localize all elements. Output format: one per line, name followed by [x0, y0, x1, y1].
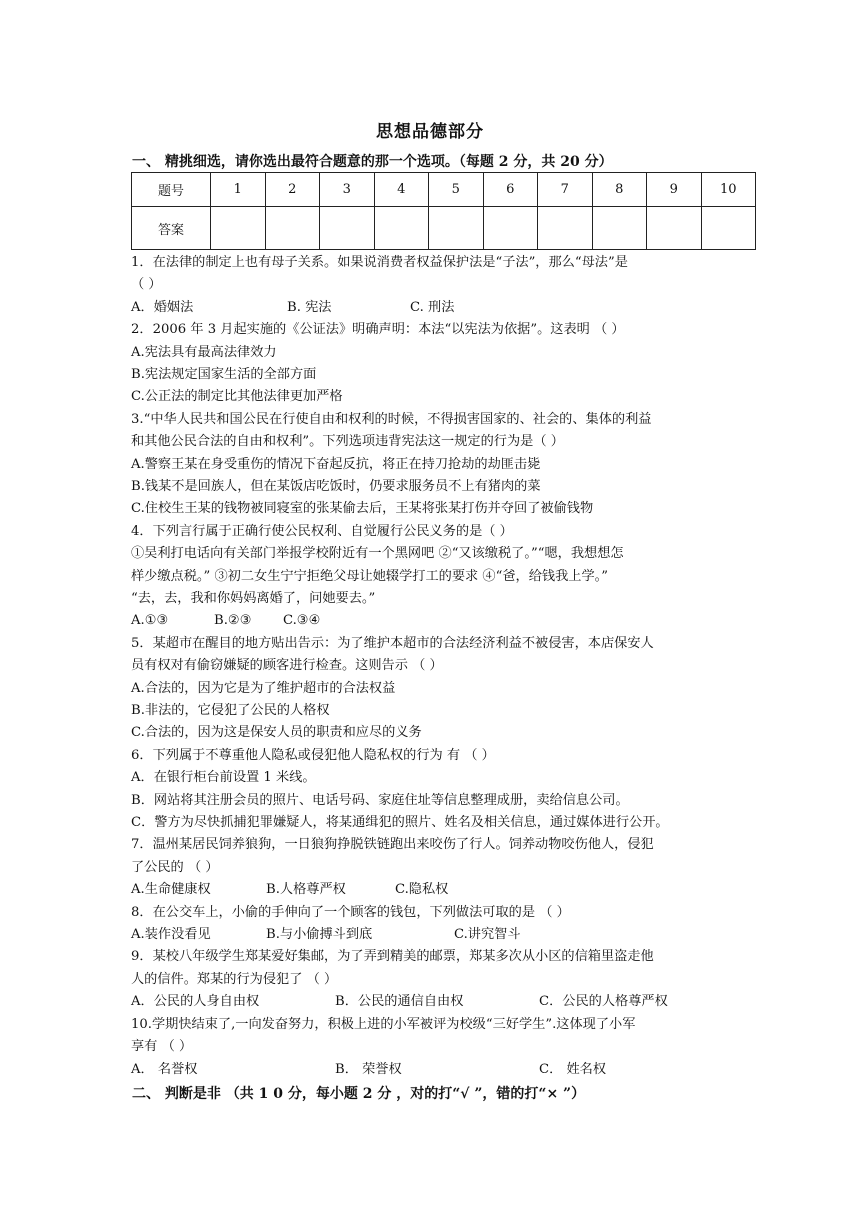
answer-table — [131, 172, 756, 250]
option-c: C． 姓名权 — [539, 1062, 607, 1077]
question-1-options — [131, 299, 454, 317]
question-4-statements-end: “去，去，我和你妈妈离婚了，问她要去。” — [131, 591, 376, 606]
question-9-stem: 9．某校八年级学生郑某爱好集邮，为了弄到精美的邮票，郑某多次从小区的信箱里盗走他 — [131, 949, 654, 964]
answer-cell[interactable] — [320, 207, 375, 250]
option-a: A． 名誉权 — [131, 1062, 198, 1077]
answer-cell[interactable] — [429, 207, 484, 250]
option-a: A.装作没看见 — [131, 927, 211, 942]
answer-cell[interactable] — [701, 207, 756, 250]
question-4-options — [131, 612, 320, 630]
option-a: A.生命健康权 — [131, 882, 211, 897]
option-c: C.讲究智斗 — [454, 927, 521, 942]
question-8-stem: 8．在公交车上，小偷的手伸向了一个顾客的钱包，下列做法可取的是 （ ） — [131, 905, 570, 920]
question-number-cell: 9 — [647, 173, 702, 207]
option-b: B.非法的，它侵犯了公民的人格权 — [131, 703, 330, 718]
question-7-options — [131, 881, 448, 899]
option-c: C.合法的，因为这是保安人员的职责和应尽的义务 — [131, 725, 422, 740]
question-4-stem: 4．下列言行属于正确行使公民权利、自觉履行公民义务的是（ ） — [131, 524, 513, 539]
option-a: A．婚姻法 — [131, 300, 194, 315]
question-8-options — [131, 926, 521, 944]
question-number-cell: 8 — [592, 173, 647, 207]
option-c: C.③④ — [283, 613, 321, 628]
option-b: B. 宪法 — [287, 300, 332, 315]
option-b: B.人格尊严权 — [266, 882, 346, 897]
answer-cell[interactable] — [538, 207, 593, 250]
question-1-stem: 1．在法律的制定上也有母子关系。如果说消费者权益保护法是“子法”，那么“母法”是 — [131, 255, 628, 270]
table-header-cell: 答案 — [132, 207, 211, 250]
answer-cell[interactable] — [374, 207, 429, 250]
option-a: A.警察王某在身受重伤的情况下奋起反抗，将正在持刀抢劫的劫匪击毙 — [131, 457, 541, 472]
option-b: B.与小偷搏斗到底 — [266, 927, 373, 942]
question-4-statements: ①吴利打电话向有关部门举报学校附近有一个黑网吧 ②“又该缴税了。”“嗯，我想想怎 — [131, 546, 624, 561]
answer-table-number-row — [132, 173, 756, 207]
question-9-options — [131, 993, 668, 1011]
answer-cell[interactable] — [265, 207, 320, 250]
question-number-cell: 6 — [483, 173, 538, 207]
option-a: A．公民的人身自由权 — [131, 994, 260, 1009]
option-c: C.隐私权 — [395, 882, 449, 897]
question-number-cell: 2 — [265, 173, 320, 207]
option-a: A.宪法具有最高法律效力 — [131, 345, 277, 360]
answer-cell[interactable] — [211, 207, 266, 250]
table-header-cell: 题号 — [132, 173, 211, 207]
option-b: B．网站将其注册会员的照片、电话号码、家庭住址等信息整理成册，卖给信息公司。 — [131, 793, 629, 808]
section-1-heading: 一、 精挑细选，请你选出最符合题意的那一个选项。（每题 2 分，共 20 分） — [132, 154, 613, 170]
question-number-cell: 4 — [374, 173, 429, 207]
question-6-stem: 6．下列属于不尊重他人隐私或侵犯他人隐私权的行为 有 （ ） — [131, 748, 495, 763]
question-10-stem: 10.学期快结束了,一向发奋努力，积极上进的小军被评为校级“三好学生”.这体现了小军 — [131, 1017, 636, 1032]
option-a: A.合法的，因为它是为了维护超市的合法权益 — [131, 681, 396, 696]
option-c: C．公民的人格尊严权 — [539, 994, 668, 1009]
question-1-blank: （ ） — [131, 277, 162, 292]
option-b: B． 荣誉权 — [335, 1062, 402, 1077]
question-10-options — [131, 1061, 606, 1079]
question-3-stem-cont: 和其他公民合法的自由和权利”。下列选项违背宪法这一规定的行为是（ ） — [131, 434, 564, 449]
question-2-stem: 2．2006 年 3 月起实施的《公证法》明确声明：本法“以宪法为依据”。这表明 （ ） — [131, 322, 625, 337]
question-4-statements-cont: 样少缴点税。” ③初二女生宁宁拒绝父母让她辍学打工的要求 ④“爸，给钱我上学。” — [131, 569, 608, 584]
question-number-cell: 1 — [211, 173, 266, 207]
question-number-cell: 7 — [538, 173, 593, 207]
question-number-cell: 10 — [701, 173, 756, 207]
option-a: A．在银行柜台前设置 1 米线。 — [131, 770, 316, 785]
answer-cell[interactable] — [592, 207, 647, 250]
question-7-stem: 7．温州某居民饲养狼狗，一日狼狗挣脱铁链跑出来咬伤了行人。饲养动物咬伤他人，侵犯 — [131, 837, 654, 852]
option-b: B.钱某不是回族人，但在某饭店吃饭时，仍要求服务员不上有猪肉的菜 — [131, 479, 541, 494]
question-5-stem-cont: 员有权对有偷窃嫌疑的顾客进行检查。这则告示 （ ） — [131, 658, 443, 673]
question-3-stem: 3.“中华人民共和国公民在行使自由和权利的时候，不得损害国家的、社会的、集体的利益 — [131, 412, 652, 427]
option-c: C.公正法的制定比其他法律更加严格 — [131, 389, 343, 404]
answer-cell[interactable] — [483, 207, 538, 250]
answer-table-answer-row — [132, 207, 756, 250]
question-number-cell: 3 — [320, 173, 375, 207]
option-c: C.住校生王某的钱物被同寝室的张某偷去后，王某将张某打伤并夺回了被偷钱物 — [131, 501, 594, 516]
option-a: A.①③ — [131, 613, 169, 628]
answer-cell[interactable] — [647, 207, 702, 250]
option-b: B.宪法规定国家生活的全部方面 — [131, 367, 317, 382]
option-c: C．警方为尽快抓捕犯罪嫌疑人，将某通缉犯的照片、姓名及相关信息，通过媒体进行公开。 — [131, 815, 669, 830]
question-number-cell: 5 — [429, 173, 484, 207]
question-5-stem: 5．某超市在醒目的地方贴出告示：为了维护本超市的合法经济利益不被侵害，本店保安人 — [131, 636, 654, 651]
page-title: 思想品德部分 — [376, 122, 484, 142]
option-b: B.②③ — [214, 613, 252, 628]
question-7-stem-cont: 了公民的 （ ） — [131, 860, 219, 875]
question-10-stem-cont: 享有 （ ） — [131, 1039, 193, 1054]
option-c: C. 刑法 — [410, 300, 455, 315]
section-2-heading: 二、 判断是非 （共 1 0 分，每小题 2 分 ，对的打“√ ”，错的打“× ”） — [132, 1086, 586, 1102]
option-b: B．公民的通信自由权 — [335, 994, 464, 1009]
question-9-stem-cont: 人的信件。郑某的行为侵犯了 （ ） — [131, 972, 338, 987]
